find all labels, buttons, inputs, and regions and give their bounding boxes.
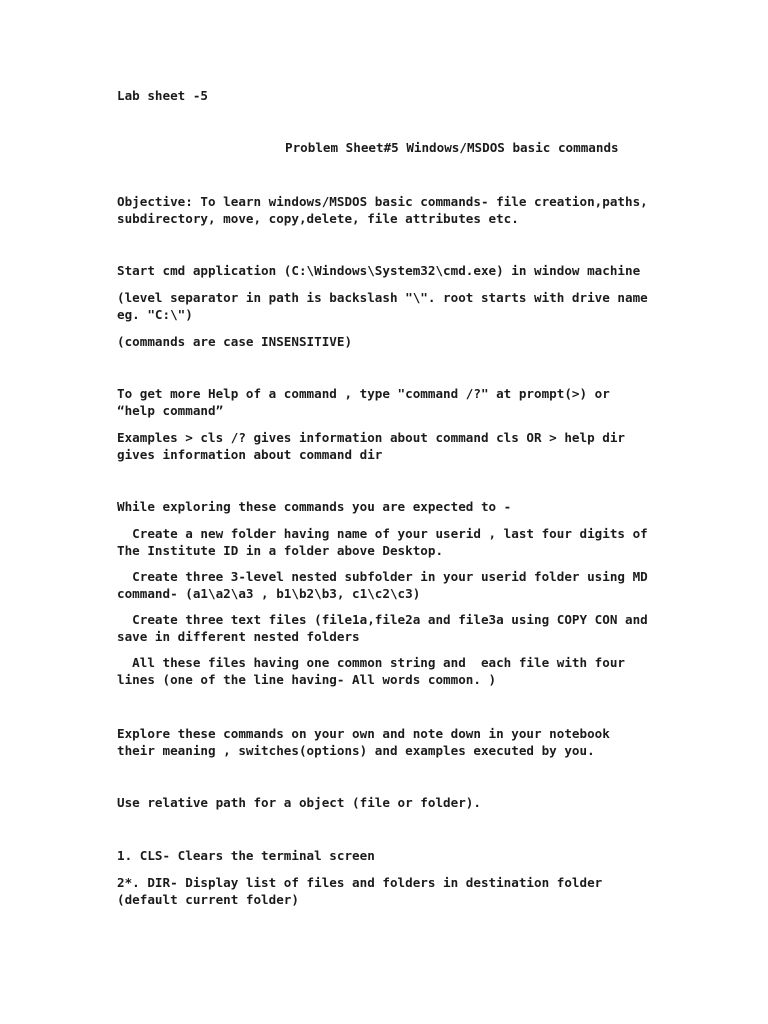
task-2-line-1: Create three 3-level nested subfolder in your userid folder using MD [117,569,648,584]
level-separator-line-2: eg. "C:\") [117,307,193,322]
task-4-line-1: All these files having one common string and each file with four [117,655,625,670]
level-separator-line-1: (level separator in path is backslash "\". root starts with drive name [117,290,648,305]
help-line-1: To get more Help of a command , type "command /?" at prompt(>) or [117,386,610,401]
command-2-line-1: 2*. DIR- Display list of files and folders in destination folder [117,875,603,890]
command-2-line-2: (default current folder) [117,892,299,907]
task-3-line-1: Create three text files (file1a,file2a and file3a using COPY CON and [117,612,648,627]
task-1-line-1: Create a new folder having name of your userid , last four digits of [117,526,648,541]
examples-line-1: Examples > cls /? gives information about command cls OR > help dir [117,430,625,445]
explore-line-1: Explore these commands on your own and note down in your notebook [117,726,610,741]
problem-title: Problem Sheet#5 Windows/MSDOS basic commands [285,140,619,155]
examples-line-2: gives information about command dir [117,447,383,462]
case-note: (commands are case INSENSITIVE) [117,334,353,349]
task-3-line-2: save in different nested folders [117,629,360,644]
relative-path-note: Use relative path for a object (file or folder). [117,795,481,810]
task-4-line-2: lines (one of the line having- All words common. ) [117,672,497,687]
help-line-2: “help command” [117,403,224,418]
lab-title: Lab sheet -5 [117,88,208,103]
objective-line-1: Objective: To learn windows/MSDOS basic commands- file creation,paths, [117,194,648,209]
command-1: 1. CLS- Clears the terminal screen [117,848,375,863]
start-cmd-line: Start cmd application (C:\Windows\System32\cmd.exe) in window machine [117,263,641,278]
task-1-line-2: The Institute ID in a folder above Desktop. [117,543,444,558]
objective-line-2: subdirectory, move, copy,delete, file attributes etc. [117,211,519,226]
task-2-line-2: command- (a1\a2\a3 , b1\b2\b3, c1\c2\c3) [117,586,421,601]
expected-intro: While exploring these commands you are expected to - [117,499,512,514]
explore-line-2: their meaning , switches(options) and examples executed by you. [117,743,595,758]
